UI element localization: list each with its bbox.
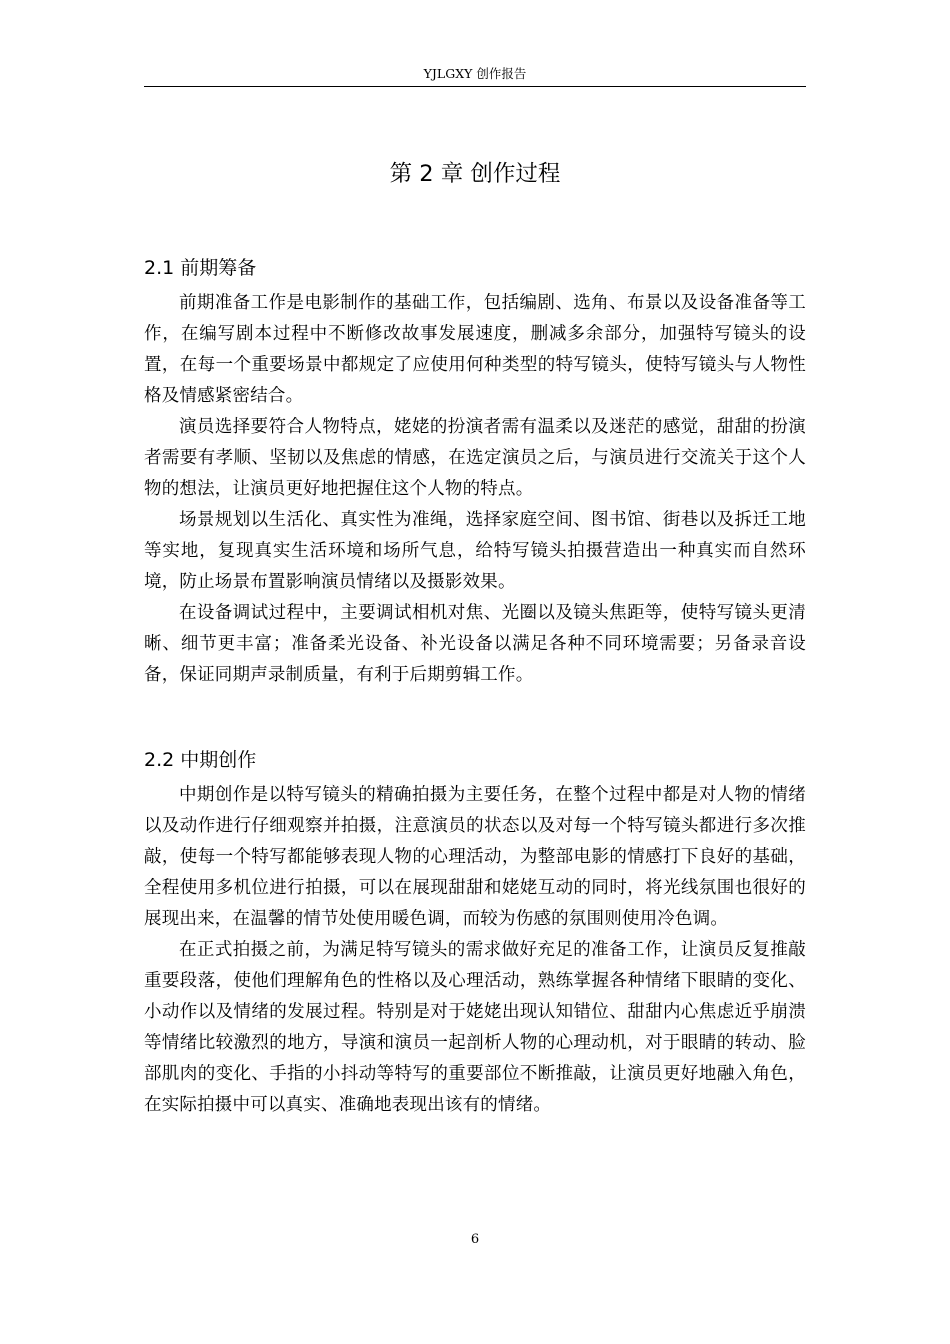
section-2-2 — [144, 745, 806, 1121]
section-heading: 2.2 中期创作 — [144, 749, 257, 771]
paragraph: 在正式拍摄之前，为满足特写镜头的需求做好充足的准备工作，让演员反复推敲重要段落，使他们理解角色的性格以及心理活动，熟练掌握各种情绪下眼睛的变化、小动作以及情绪的发展过程。特别是对于姥姥出现认知错位、甜甜内心焦虑近乎崩溃等情绪比较激烈的地方，导演和演员一起剖析人物的心理动机，对于眼睛的转动、脸部肌肉的变化、手指的小抖动等特写的重要部位不断推敲，让演员更好地融入角色，在实际拍摄中可以真实、准确地表现出该有的情绪。 — [144, 940, 806, 1115]
section-heading: 2.1 前期筹备 — [144, 257, 257, 279]
paragraph: 在设备调试过程中，主要调试相机对焦、光圈以及镜头焦距等，使特写镜头更清晰、细节更丰富；准备柔光设备、补光设备以满足各种不同环境需要；另备录音设备，保证同期声录制质量，有利于后期剪辑工作。 — [144, 603, 806, 685]
paragraph: 中期创作是以特写镜头的精确拍摄为主要任务，在整个过程中都是对人物的情绪以及动作进行仔细观察并拍摄，注意演员的状态以及对每一个特写镜头都进行多次推敲，使每一个特写都能够表现人物的心理活动，为整部电影的情感打下良好的基础，全程使用多机位进行拍摄，可以在展现甜甜和姥姥互动的同时，将光线氛围也很好的展现出来，在温馨的情节处使用暖色调，而较为伤感的氛围则使用冷色调。 — [144, 785, 806, 929]
paragraph: 演员选择要符合人物特点，姥姥的扮演者需有温柔以及迷茫的感觉，甜甜的扮演者需要有孝顺、坚韧以及焦虑的情感，在选定演员之后，与演员进行交流关于这个人物的想法，让演员更好地把握住这个人物的特点。 — [144, 417, 806, 499]
page-number: 6 — [470, 1232, 480, 1247]
running-header: YJLGXY 创作报告 — [423, 66, 527, 81]
section-2-1 — [144, 253, 806, 691]
chapter-title: 第 2 章 创作过程 — [389, 161, 561, 187]
paragraph: 场景规划以生活化、真实性为准绳，选择家庭空间、图书馆、街巷以及拆迁工地等实地，复现真实生活环境和场所气息，给特写镜头拍摄营造出一种真实而自然环境，防止场景布置影响演员情绪以及摄影效果。 — [144, 510, 806, 592]
paragraph: 前期准备工作是电影制作的基础工作，包括编剧、选角、布景以及设备准备等工作，在编写剧本过程中不断修改故事发展速度，删减多余部分，加强特写镜头的设置，在每一个重要场景中都规定了应使用何种类型的特写镜头，使特写镜头与人物性格及情感紧密结合。 — [144, 293, 806, 406]
header-rule — [144, 86, 806, 87]
